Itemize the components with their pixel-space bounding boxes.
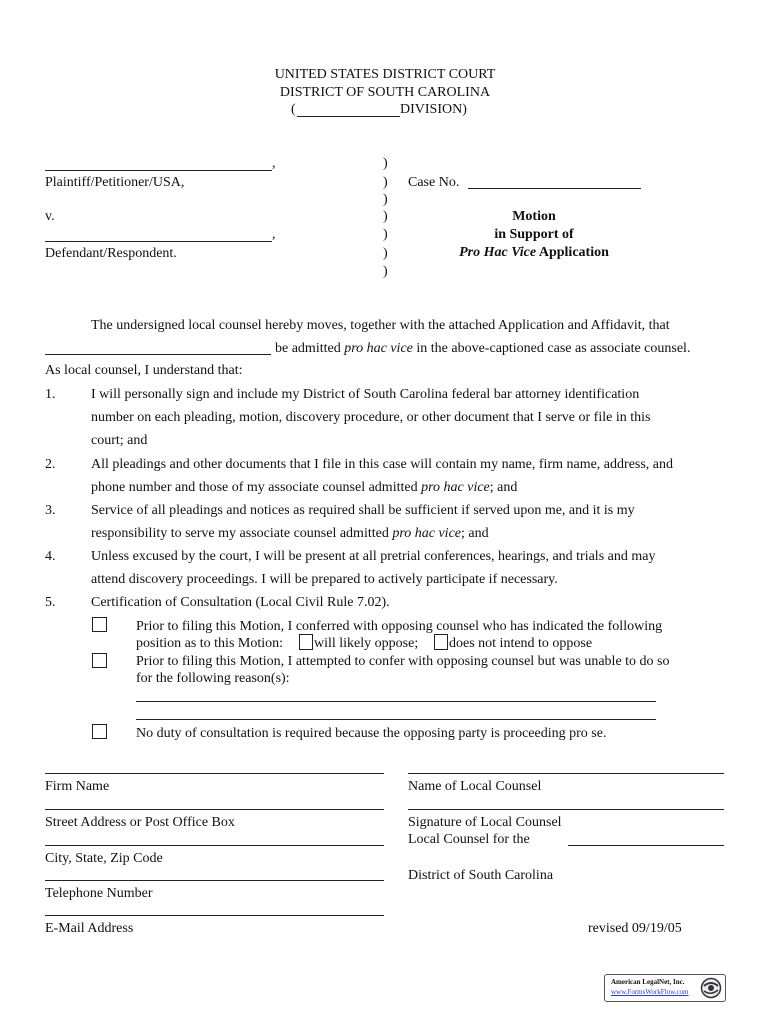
motion-title-line3 [420,244,648,261]
city-label: City, State, Zip Code [45,851,163,866]
plaintiff-comma: , [272,156,276,171]
telephone-field[interactable] [45,880,384,881]
signature-label: Signature of Local Counsel [408,815,562,830]
item-number: 2. [45,457,56,472]
item-4-line-1: Unless excused by the court, I will be present at all pretrial conferences, hearings, and trials and may [91,549,656,564]
item-4-line-2: attend discovery proceedings. I will be prepared to actively participate if necessary. [91,572,558,587]
firm-name-label: Firm Name [45,779,110,794]
caption-paren: ) [383,156,388,171]
intro-text-2b: in the above-captioned case as associate counsel. [412,341,691,356]
no-duty-text: No duty of consultation is required because the opposing party is proceeding pro se. [136,726,607,741]
item-number: 5. [45,595,56,610]
understand-text: As local counsel, I understand that: [45,363,243,378]
defendant-field[interactable] [45,241,272,242]
will-oppose-checkbox[interactable] [299,634,313,650]
pro-hac-vice-item-2: pro hac vice [421,480,490,495]
reason-line-2[interactable] [136,719,656,720]
item-2-line-2 [91,479,517,496]
item-number: 4. [45,549,56,564]
motion-title: Motion [512,209,556,224]
caption-paren: ) [383,175,388,190]
telephone-label: Telephone Number [45,886,153,901]
reason-line-1[interactable] [136,701,656,702]
position-label: position as to this Motion: [136,636,284,651]
court-name: UNITED STATES DISTRICT COURT [274,67,496,82]
intro-text-2 [275,340,690,357]
city-field[interactable] [45,845,384,846]
case-no-label: Case No. [408,175,460,190]
district-label: District of South Carolina [408,868,554,883]
intro-text-2a: be admitted [275,341,345,356]
associate-counsel-field[interactable] [45,354,271,355]
logo-company: American LegalNet, Inc. [611,978,685,986]
motion-subtitle: in Support of [494,227,574,242]
item-1-line-3: court; and [91,433,148,448]
revised-date: revised 09/19/05 [588,921,682,936]
application-title: Application [536,245,609,260]
conferred-checkbox[interactable] [92,617,107,632]
defendant-comma: , [272,227,276,242]
district-name: DISTRICT OF SOUTH CAROLINA [279,85,491,100]
attempted-checkbox[interactable] [92,653,107,668]
local-counsel-for-field[interactable] [568,845,724,846]
item-3-line-2b: ; and [461,526,489,541]
caption-paren: ) [383,209,388,224]
local-counsel-for-label: Local Counsel for the [408,832,530,847]
division-label: DIVISION) [400,102,467,117]
item-number: 3. [45,503,56,518]
email-field[interactable] [45,915,384,916]
caption-paren: ) [383,264,388,279]
item-2-line-2b: ; and [489,480,518,495]
item-1-line-2: number on each pleading, motion, discovery procedure, or other document that I serve or file in this [91,410,651,425]
case-no-field[interactable] [468,188,641,189]
attempted-text: Prior to filing this Motion, I attempted to confer with opposing counsel but was unable to do so [136,654,670,669]
firm-name-field[interactable] [45,773,384,774]
american-legalnet-logo [604,974,726,1002]
division-open-paren: ( [291,102,296,117]
caption-paren: ) [383,246,388,261]
item-3-line-1: Service of all pleadings and notices as required shall be sufficient if served upon me, and it is my [91,503,635,518]
defendant-label: Defendant/Respondent. [45,246,177,261]
item-number: 1. [45,387,56,402]
item-2-line-2a: phone number and those of my associate counsel admitted [91,480,422,495]
pro-hac-vice-intro: pro hac vice [344,341,413,356]
signature-field[interactable] [408,809,724,810]
local-counsel-name-field[interactable] [408,773,724,774]
email-label: E-Mail Address [45,921,134,936]
caption-paren: ) [383,192,388,207]
pro-hac-vice-title: Pro Hac Vice [459,245,537,260]
logo-url-link[interactable]: www.FormsWorkFlow.com [611,988,689,996]
will-oppose-label: will likely oppose; [314,636,419,651]
item-3-line-2 [91,525,489,542]
item-5-line-1: Certification of Consultation (Local Civil Rule 7.02). [91,595,390,610]
not-oppose-label: does not intend to oppose [449,636,593,651]
globe-icon [700,977,722,999]
no-duty-checkbox[interactable] [92,724,107,739]
division-field[interactable] [297,116,400,117]
caption-paren: ) [383,227,388,242]
local-counsel-name-label: Name of Local Counsel [408,779,542,794]
item-1-line-1: I will personally sign and include my District of South Carolina federal bar attorney identification [91,387,640,402]
item-2-line-1: All pleadings and other documents that I file in this case will contain my name, firm name, address, and [91,457,674,472]
plaintiff-field[interactable] [45,170,272,171]
street-label: Street Address or Post Office Box [45,815,235,830]
versus-label: v. [45,209,55,224]
plaintiff-label: Plaintiff/Petitioner/USA, [45,175,185,190]
intro-text: The undersigned local counsel hereby moves, together with the attached Application and Affidavit, that [91,318,670,333]
conferred-text: Prior to filing this Motion, I conferred with opposing counsel who has indicated the following [136,619,663,634]
not-oppose-checkbox[interactable] [434,634,448,650]
item-3-line-2a: responsibility to serve my associate counsel admitted [91,526,393,541]
street-field[interactable] [45,809,384,810]
pro-hac-vice-item-3: pro hac vice [392,526,462,541]
reasons-label: for the following reason(s): [136,671,290,686]
